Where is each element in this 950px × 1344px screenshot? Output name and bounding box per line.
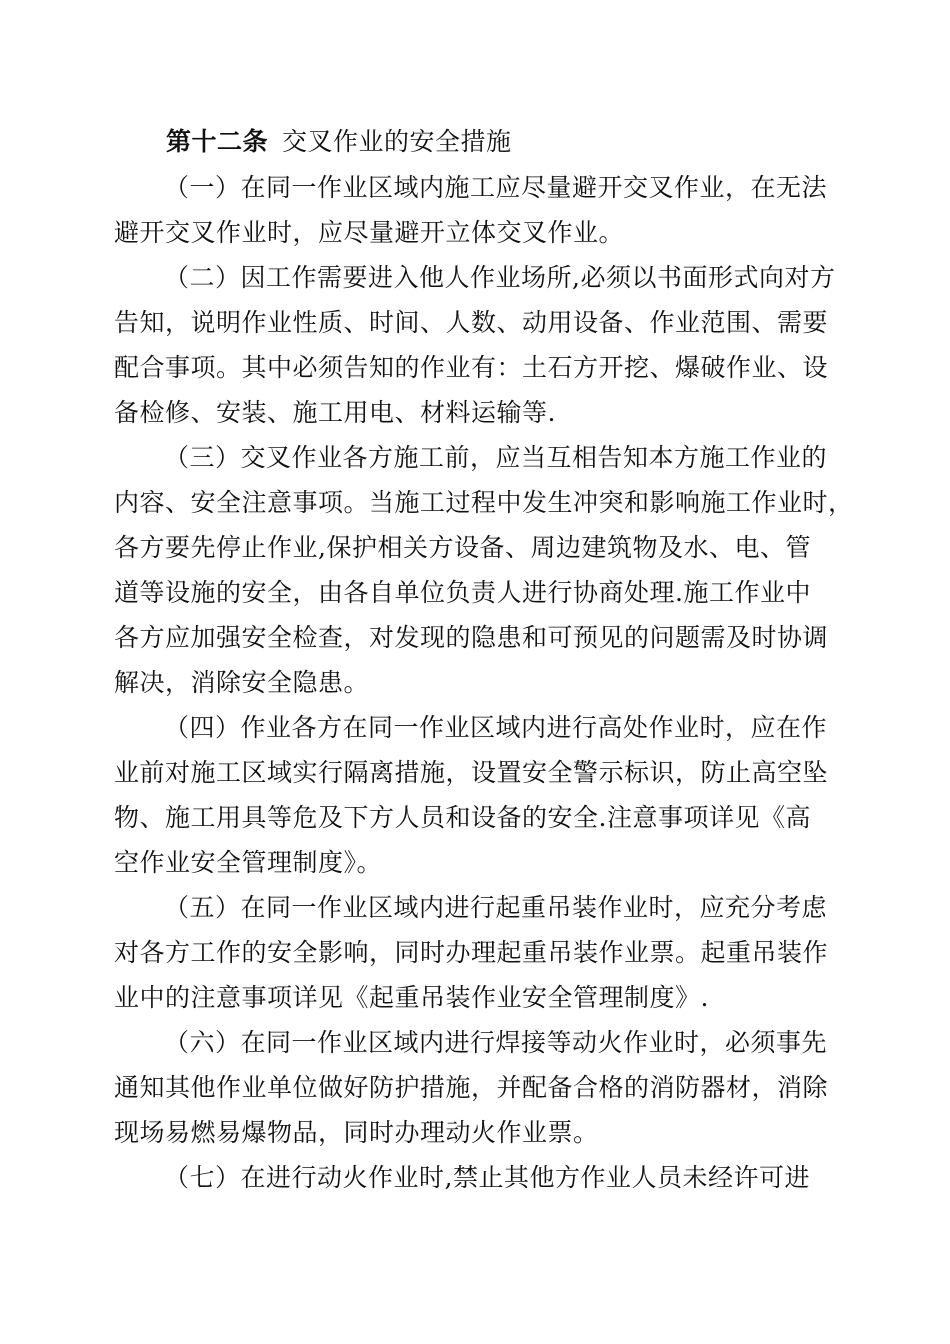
text-line: 道等设施的安全，由各自单位负责人进行协商处理.施工作业中 [114, 578, 811, 607]
text-line: （一）在同一作业区域内施工应尽量避开交叉作业，在无法 [164, 173, 828, 202]
text-line: 现场易燃易爆物品，同时办理动火作业票。 [114, 1118, 599, 1147]
text-line: （四）作业各方在同一作业区域内进行高处作业时，应在作 [164, 713, 828, 742]
text-line: 空作业安全管理制度》。 [114, 848, 383, 877]
text-line: 业中的注意事项详见《起重吊装作业安全管理制度》. [114, 983, 709, 1012]
text-line: 避开交叉作业时，应尽量避开立体交叉作业。 [114, 218, 625, 247]
text-line: 各方要先停止作业,保护相关方设备、周边建筑物及水、电、管 [114, 533, 811, 562]
article-heading [166, 126, 512, 158]
text-line: （七）在进行动火作业时,禁止其他方作业人员未经许可进 [164, 1163, 810, 1192]
text-line: 对各方工作的安全影响，同时办理起重吊装作业票。起重吊装作 [114, 938, 829, 967]
text-line: 配合事项。其中必须告知的作业有：土石方开挖、爆破作业、设 [114, 353, 829, 382]
text-line: 告知，说明作业性质、时间、人数、动用设备、作业范围、需要 [114, 308, 829, 337]
article-title: 交叉作业的安全措施 [282, 127, 512, 156]
article-number: 第十二条 [166, 127, 269, 156]
text-line: （二）因工作需要进入他人作业场所,必须以书面形式向对方 [164, 263, 836, 292]
text-line: 业前对施工区域实行隔离措施，设置安全警示标识，防止高空坠 [114, 758, 829, 787]
text-line: （五）在同一作业区域内进行起重吊装作业时，应充分考虑 [164, 893, 828, 922]
text-line: （三）交叉作业各方施工前，应当互相告知本方施工作业的 [164, 443, 828, 472]
text-line: 备检修、安装、施工用电、材料运输等. [114, 398, 556, 427]
text-line: 内容、安全注意事项。当施工过程中发生冲突和影响施工作业时， [114, 488, 854, 517]
text-line: （六）在同一作业区域内进行焊接等动火作业时，必须事先 [164, 1028, 828, 1057]
text-line: 各方应加强安全检查，对发现的隐患和可预见的问题需及时协调 [114, 623, 829, 652]
text-line: 物、施工用具等危及下方人员和设备的安全.注意事项详见《高 [114, 803, 811, 832]
text-line: 解决，消除安全隐患。 [114, 668, 370, 697]
text-line: 通知其他作业单位做好防护措施，并配备合格的消防器材，消除 [114, 1073, 829, 1102]
